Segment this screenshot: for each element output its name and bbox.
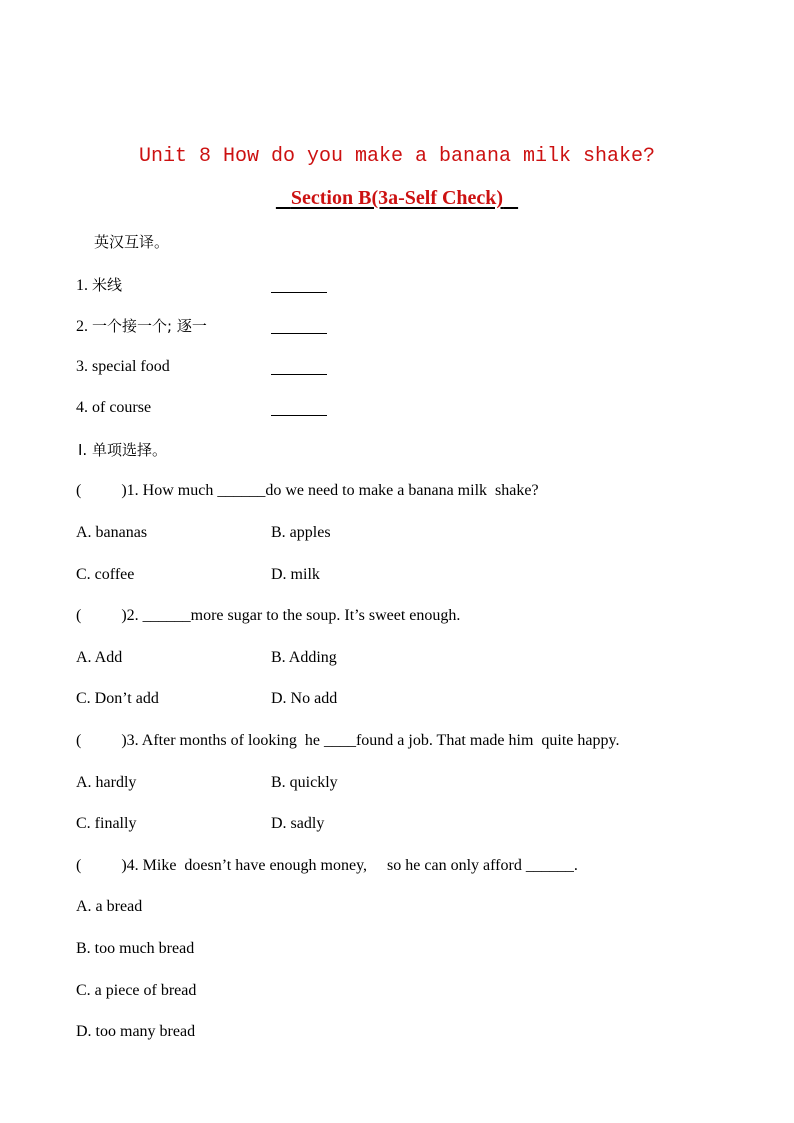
question-3: ( )3. After months of looking he ____found a job. That made him quite happy. xyxy=(76,732,620,749)
worksheet-subtitle xyxy=(0,187,794,210)
option-3a[interactable]: A. hardly xyxy=(76,774,137,791)
option-4d[interactable]: D. too many bread xyxy=(76,1023,196,1040)
translate-section-heading: 英汉互译。 xyxy=(94,233,170,251)
answer-blank-4[interactable] xyxy=(271,415,327,416)
worksheet-title: Unit 8 How do you make a banana milk shake? xyxy=(138,145,656,168)
option-3c[interactable]: C. finally xyxy=(76,815,137,832)
option-2c[interactable]: C. Don’t add xyxy=(76,690,159,707)
option-1c[interactable]: C. coffee xyxy=(76,566,135,583)
option-2d[interactable]: D. No add xyxy=(271,690,338,707)
option-4b[interactable]: B. too much bread xyxy=(76,940,195,957)
question-4: ( )4. Mike doesn’t have enough money, so he can only afford ______. xyxy=(76,857,578,874)
translate-item-3: 3. special food xyxy=(76,358,170,375)
translate-item-1: 1. 米线 xyxy=(76,276,123,294)
translate-item-4: 4. of course xyxy=(76,399,152,416)
option-3b[interactable]: B. quickly xyxy=(271,774,338,791)
option-4a[interactable]: A. a bread xyxy=(76,898,143,915)
question-2: ( )2. ______more sugar to the soup. It’s sweet enough. xyxy=(76,607,461,624)
choice-section-heading: Ⅰ. 单项选择。 xyxy=(78,441,167,459)
question-1: ( )1. How much ______do we need to make a banana milk shake? xyxy=(76,482,539,499)
answer-blank-2[interactable] xyxy=(271,333,327,334)
translate-item-2: 2. 一个接一个; 逐一 xyxy=(76,317,207,335)
option-2a[interactable]: A. Add xyxy=(76,649,123,666)
option-1b[interactable]: B. apples xyxy=(271,524,331,541)
option-3d[interactable]: D. sadly xyxy=(271,815,325,832)
answer-blank-1[interactable] xyxy=(271,292,327,293)
option-4c[interactable]: C. a piece of bread xyxy=(76,982,197,999)
option-1d[interactable]: D. milk xyxy=(271,566,320,583)
subtitle-text: Section B(3a-Self Check) xyxy=(290,187,504,209)
answer-blank-3[interactable] xyxy=(271,374,327,375)
option-1a[interactable]: A. bananas xyxy=(76,524,148,541)
option-2b[interactable]: B. Adding xyxy=(271,649,337,666)
